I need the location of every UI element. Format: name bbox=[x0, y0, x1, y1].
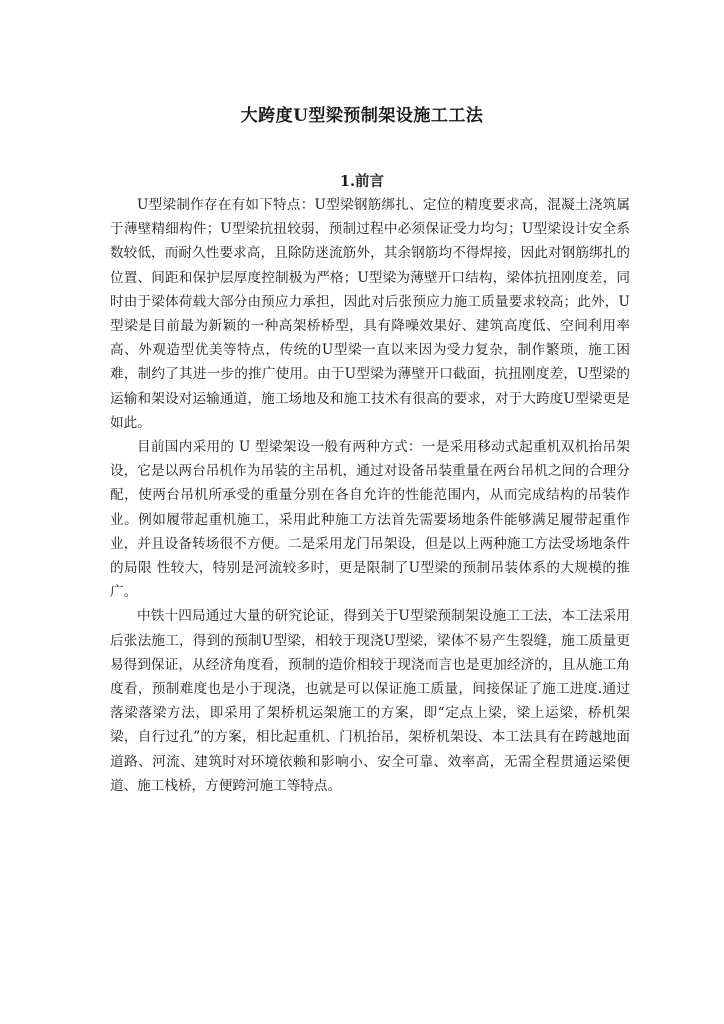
document-body bbox=[110, 193, 630, 798]
paragraph-1: U型梁制作存在有如下特点：U型梁钢筋绑扎、定位的精度要求高，混凝土浇筑属于薄壁精细构件；U型梁抗扭较弱，预制过程中必须保证受力均匀；U型梁设计安全系数较低，而耐久性要求高，且除防迷流筋外，其余钢筋均不得焊接，因此对钢筋绑扎的位置、间距和保护层厚度控制极为严格；U型梁为薄壁开口结构，梁体抗扭刚度差，同时由于梁体荷载大部分由预应力承担，因此对后张预应力施工质量要求较高；此外，U型梁是目前最为新颖的一种高架桥桥型，具有降噪效果好、建筑高度低、空间利用率高、外观造型优美等特点，传统的U型梁一直以来因为受力复杂，制作繁琐，施工困难，制约了其进一步的推广使用。由于U型梁为薄壁开口截面，抗扭刚度差，U型梁的运输和架设对运输通道，施工场地及和施工技术有很高的要求，对于大跨度U型梁更是如此。 bbox=[110, 197, 630, 431]
section-heading: 1.前言 bbox=[339, 173, 385, 190]
paragraph-2: 目前国内采用的 U 型梁架设一般有两种方式：一是采用移动式起重机双机抬吊架设，它是以两台吊机作为吊装的主吊机，通过对设备吊装重量在两台吊机之间的合理分 配，使两台吊机所承受的重量分别在各自允许的性能范围内，从而完成结构的吊装作业。例如履带起重机施工，采用此种施工方法首先需要场地条件能够满足履带起重作业，并且设备转场很不方便。二是采用龙门吊架设，但是以上两种施工方法受场地条件的局限 性较大，特别是河流较多时，更是限制了U型梁的预制吊装体系的大规模的推广。 bbox=[110, 439, 630, 601]
paragraph-3: 中铁十四局通过大量的研究论证，得到关于U型梁预制架设施工工法，本工法采用后张法施工，得到的预制U型梁，相较于现浇U型梁，梁体不易产生裂缝，施工质量更易得到保证，从经济角度看，预制的造价相较于现浇而言也是更加经济的，且从施工角度看，预制难度也是小于现浇，也就是可以保证施工质量，间接保证了施工进度.通过落梁落梁方法，即采用了架桥机运架施工的方案，即“定点上梁，梁上运梁，桥机架梁，自行过孔”的方案，相比起重机、门机抬吊，架桥机架设、本工法具有在跨越地面道路、河流、建筑时对环境依赖和影响小、安全可靠、效率高，无需全程贯通运梁便道、施工栈桥，方便跨河施工等特点。 bbox=[110, 608, 630, 794]
document-title: 大跨度U型梁预制架设施工工法 bbox=[240, 106, 484, 126]
